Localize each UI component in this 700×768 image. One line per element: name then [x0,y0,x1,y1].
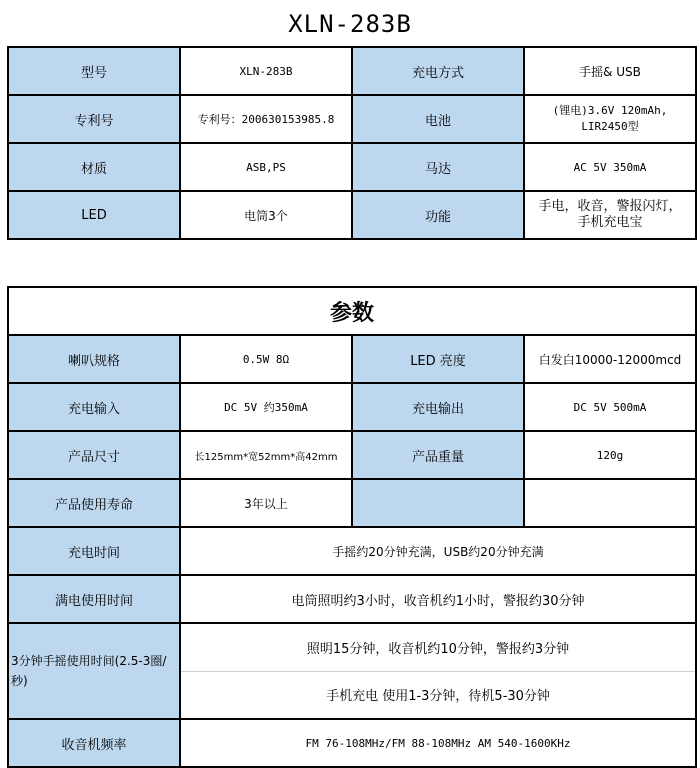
table-header-row [8,287,696,335]
label-charge-time: 充电时间 [8,527,180,575]
label-radio-frequency: 收音机频率 [8,719,180,767]
table-row [8,527,696,575]
value-weight: 120g [524,431,696,479]
value-charge-time: 手摇约20分钟充满，USB约20分钟充满 [180,527,696,575]
table-row [8,431,696,479]
value-full-use-time: 电筒照明约3小时，收音机约1小时，警报约30分钟 [180,575,696,623]
param-table-title: 参数 [8,287,696,335]
value-radio-frequency: FM 76-108MHz/FM 88-108MHz AM 540-1600KHz [180,719,696,767]
table-row [8,623,696,671]
label-speaker: 喇叭规格 [8,335,180,383]
label-motor: 马达 [352,143,524,191]
value-model: XLN-283B [180,47,352,95]
label-size: 产品尺寸 [8,431,180,479]
table-row [8,383,696,431]
table-row [8,479,696,527]
value-crank-use-time-1: 照明15分钟，收音机约10分钟，警报约3分钟 [180,623,696,671]
label-crank-use-time: 3分钟手摇使用时间(2.5-3圈/秒) [8,623,180,719]
label-full-use-time: 满电使用时间 [8,575,180,623]
empty-value-cell [524,479,696,527]
label-function: 功能 [352,191,524,239]
label-material: 材质 [8,143,180,191]
param-table [7,286,697,768]
label-charge-input: 充电输入 [8,383,180,431]
value-speaker: 0.5W 8Ω [180,335,352,383]
label-battery: 电池 [352,95,524,143]
value-charge-output: DC 5V 500mA [524,383,696,431]
value-function: 手电，收音，警报闪灯， 手机充电宝 [524,191,696,239]
table-row [8,575,696,623]
table-row [8,47,696,95]
label-lifetime: 产品使用寿命 [8,479,180,527]
label-led: LED [8,191,180,239]
value-material: ASB,PS [180,143,352,191]
value-motor: AC 5V 350mA [524,143,696,191]
label-charge-output: 充电输出 [352,383,524,431]
label-weight: 产品重量 [352,431,524,479]
value-charge-input: DC 5V 约350mA [180,383,352,431]
value-crank-use-time-2: 手机充电 使用1-3分钟，待机5-30分钟 [180,671,696,719]
label-model: 型号 [8,47,180,95]
value-led-brightness: 白发白10000-12000mcd [524,335,696,383]
value-battery: (锂电)3.6V 120mAh, LIR2450型 [524,95,696,143]
spec-table [7,46,697,240]
value-lifetime: 3年以上 [180,479,352,527]
label-patent: 专利号 [8,95,180,143]
table-row [8,191,696,239]
table-row [8,143,696,191]
empty-key-cell [352,479,524,527]
value-charging-method: 手摇& USB [524,47,696,95]
table-row [8,95,696,143]
label-charging-method: 充电方式 [352,47,524,95]
value-led: 电筒3个 [180,191,352,239]
label-led-brightness: LED 亮度 [352,335,524,383]
table-row [8,335,696,383]
page-title: XLN-283B [288,10,412,38]
value-size: 长125mm*宽52mm*高42mm [180,431,352,479]
value-patent: 专利号：200630153985.8 [180,95,352,143]
table-row [8,719,696,767]
